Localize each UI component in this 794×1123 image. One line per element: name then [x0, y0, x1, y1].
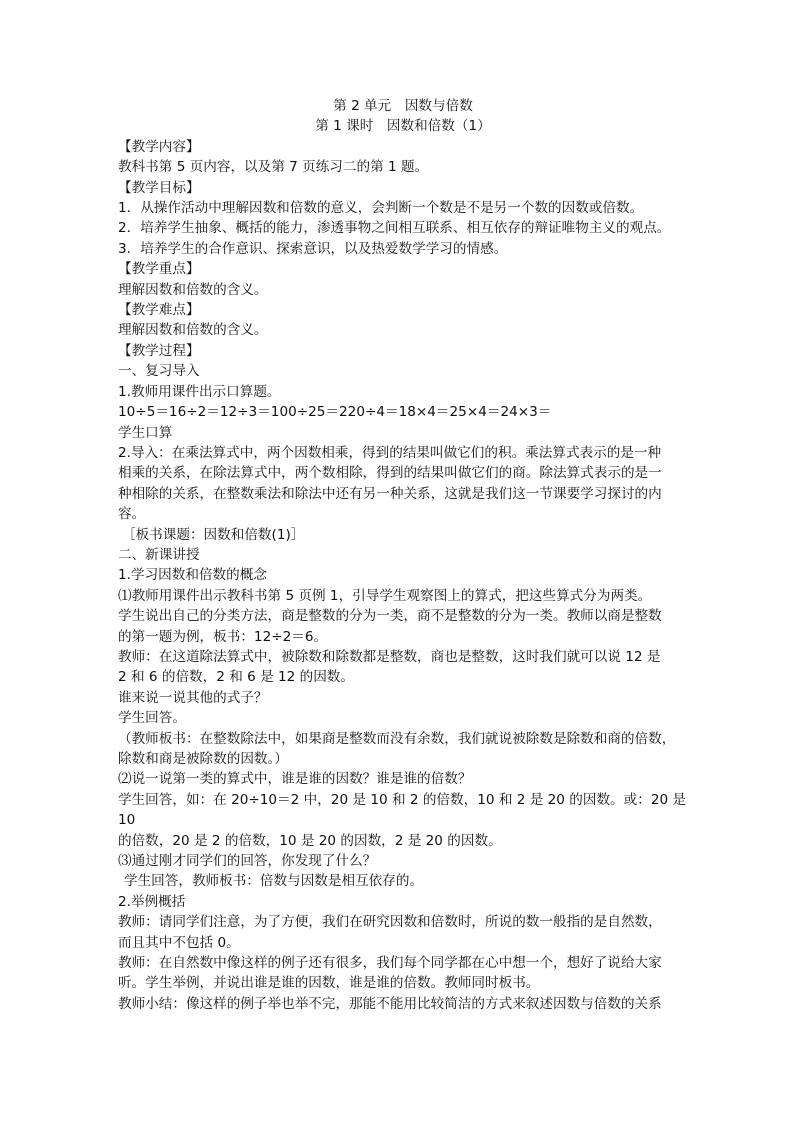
- goal-item-2: 2．培养学生抽象、概括的能力，渗透事物之间相互联系、相互依存的辩证唯物主义的观点。: [118, 220, 671, 237]
- section-heading-difficulty: 【教学难点】: [118, 302, 200, 319]
- paragraph-line: 2.导入：在乘法算式中，两个因数相乘，得到的结果叫做它们的积。乘法算式表示的是一种: [118, 444, 662, 461]
- document-page: [118, 96, 688, 1014]
- paragraph-line: 除数和商是被除数的因数。）: [118, 751, 288, 767]
- section-heading-process: 【教学过程】: [118, 342, 200, 359]
- paragraph-line: ⑵说一说第一类的算式中，谁是谁的因数？谁是谁的倍数？: [118, 771, 472, 788]
- paragraph-line: 学生回答。: [118, 710, 186, 727]
- paragraph-line: 教师：在这道除法算式中，被除数和除数都是整数，商也是整数，这时我们就可以说 12 是: [118, 648, 661, 665]
- paragraph-line: ⑴教师用课件出示教科书第 5 页例 1，引导学生观察图上的算式，把这些算式分为两类。: [118, 587, 652, 604]
- paragraph-line: 学生回答，如：在 20÷10＝2 中，20 是 10 和 2 的倍数，10 和 2 是 20 的因数。或：20 是 10: [118, 791, 687, 829]
- paragraph-line: 相乘的关系，在除法算式中，两个数相除，得到的结果叫做它们的商。除法算式表示的是一: [118, 465, 662, 482]
- goal-item-3: 3．培养学生的合作意识、探索意识，以及热爱数学学习的情感。: [118, 240, 508, 257]
- section-heading-key-point: 【教学重点】: [118, 261, 200, 278]
- section-heading-goals: 【教学目标】: [118, 179, 200, 196]
- paragraph-line: 2 和 6 的倍数，2 和 6 是 12 的因数。: [118, 669, 354, 686]
- paragraph-line: 听。学生举例，并说出谁是谁的因数，谁是谁的倍数。教师同时板书。: [118, 975, 540, 992]
- paragraph-line: 学生回答，教师板书：倍数与因数是相互依存的。: [124, 873, 424, 890]
- paragraph-line: 2.举例概括: [118, 893, 186, 910]
- paragraph-line: 学生口算: [118, 424, 173, 441]
- subheading-review: 一、复习导入: [118, 363, 200, 380]
- paragraph-line: 教师小结：像这样的例子举也举不完，那能不能用比较简洁的方式来叙述因数与倍数的关系: [118, 995, 662, 1012]
- paragraph-line: 而且其中不包括 0。: [118, 934, 240, 951]
- paragraph-line: 容。: [118, 506, 146, 523]
- paragraph-line: ⑶通过刚才同学们的回答，你发现了什么？: [118, 853, 377, 870]
- paragraph-line: 的倍数，20 是 2 的倍数，10 是 20 的因数，2 是 20 的因数。: [118, 832, 502, 849]
- paragraph-difficulty: 理解因数和倍数的含义。: [118, 322, 268, 339]
- paragraph-line: 1.教师用课件出示口算题。: [118, 383, 281, 400]
- paragraph-key-point: 理解因数和倍数的含义。: [118, 281, 268, 298]
- goal-item-1: 1．从操作活动中理解因数和倍数的意义，会判断一个数是不是另一个数的因数或倍数。: [118, 200, 644, 217]
- paragraph-line: 教师：请同学们注意，为了方便，我们在研究因数和倍数时，所说的数一般指的是自然数，: [118, 914, 662, 931]
- math-expressions: 10÷5＝16÷2＝12÷3＝100÷25＝220÷4＝18×4＝25×4＝24×3＝: [118, 404, 552, 421]
- document-subtitle: 第 1 课时 因数和倍数（1）: [315, 118, 491, 135]
- subheading-new-lesson: 二、新课讲授: [118, 546, 200, 563]
- paragraph-line: 1.学习因数和倍数的概念: [118, 567, 267, 584]
- paragraph-line: 学生说出自己的分类方法，商是整数的分为一类，商不是整数的分为一类。教师以商是整数: [118, 608, 662, 625]
- paragraph-content: 教科书第 5 页内容，以及第 7 页练习二的第 1 题。: [118, 159, 429, 176]
- section-heading-content: 【教学内容】: [118, 138, 200, 155]
- paragraph-line: 种相除的关系，在整数乘法和除法中还有另一种关系，这就是我们这一节课要学习探讨的内: [118, 485, 662, 502]
- board-title-note: ［板书课题：因数和倍数(1)］: [122, 526, 305, 543]
- paragraph-line: 的第一题为例，板书：12÷2＝6。: [118, 628, 328, 645]
- paragraph-line: 教师：在自然数中像这样的例子还有很多，我们每个同学都在心中想一个，想好了说给大家: [118, 955, 662, 972]
- document-title: 第 2 单元 因数与倍数: [333, 98, 473, 114]
- paragraph-line: （教师板书：在整数除法中，如果商是整数而没有余数，我们就说被除数是除数和商的倍数，: [118, 730, 676, 747]
- paragraph-line: 谁来说一说其他的式子？: [118, 689, 268, 706]
